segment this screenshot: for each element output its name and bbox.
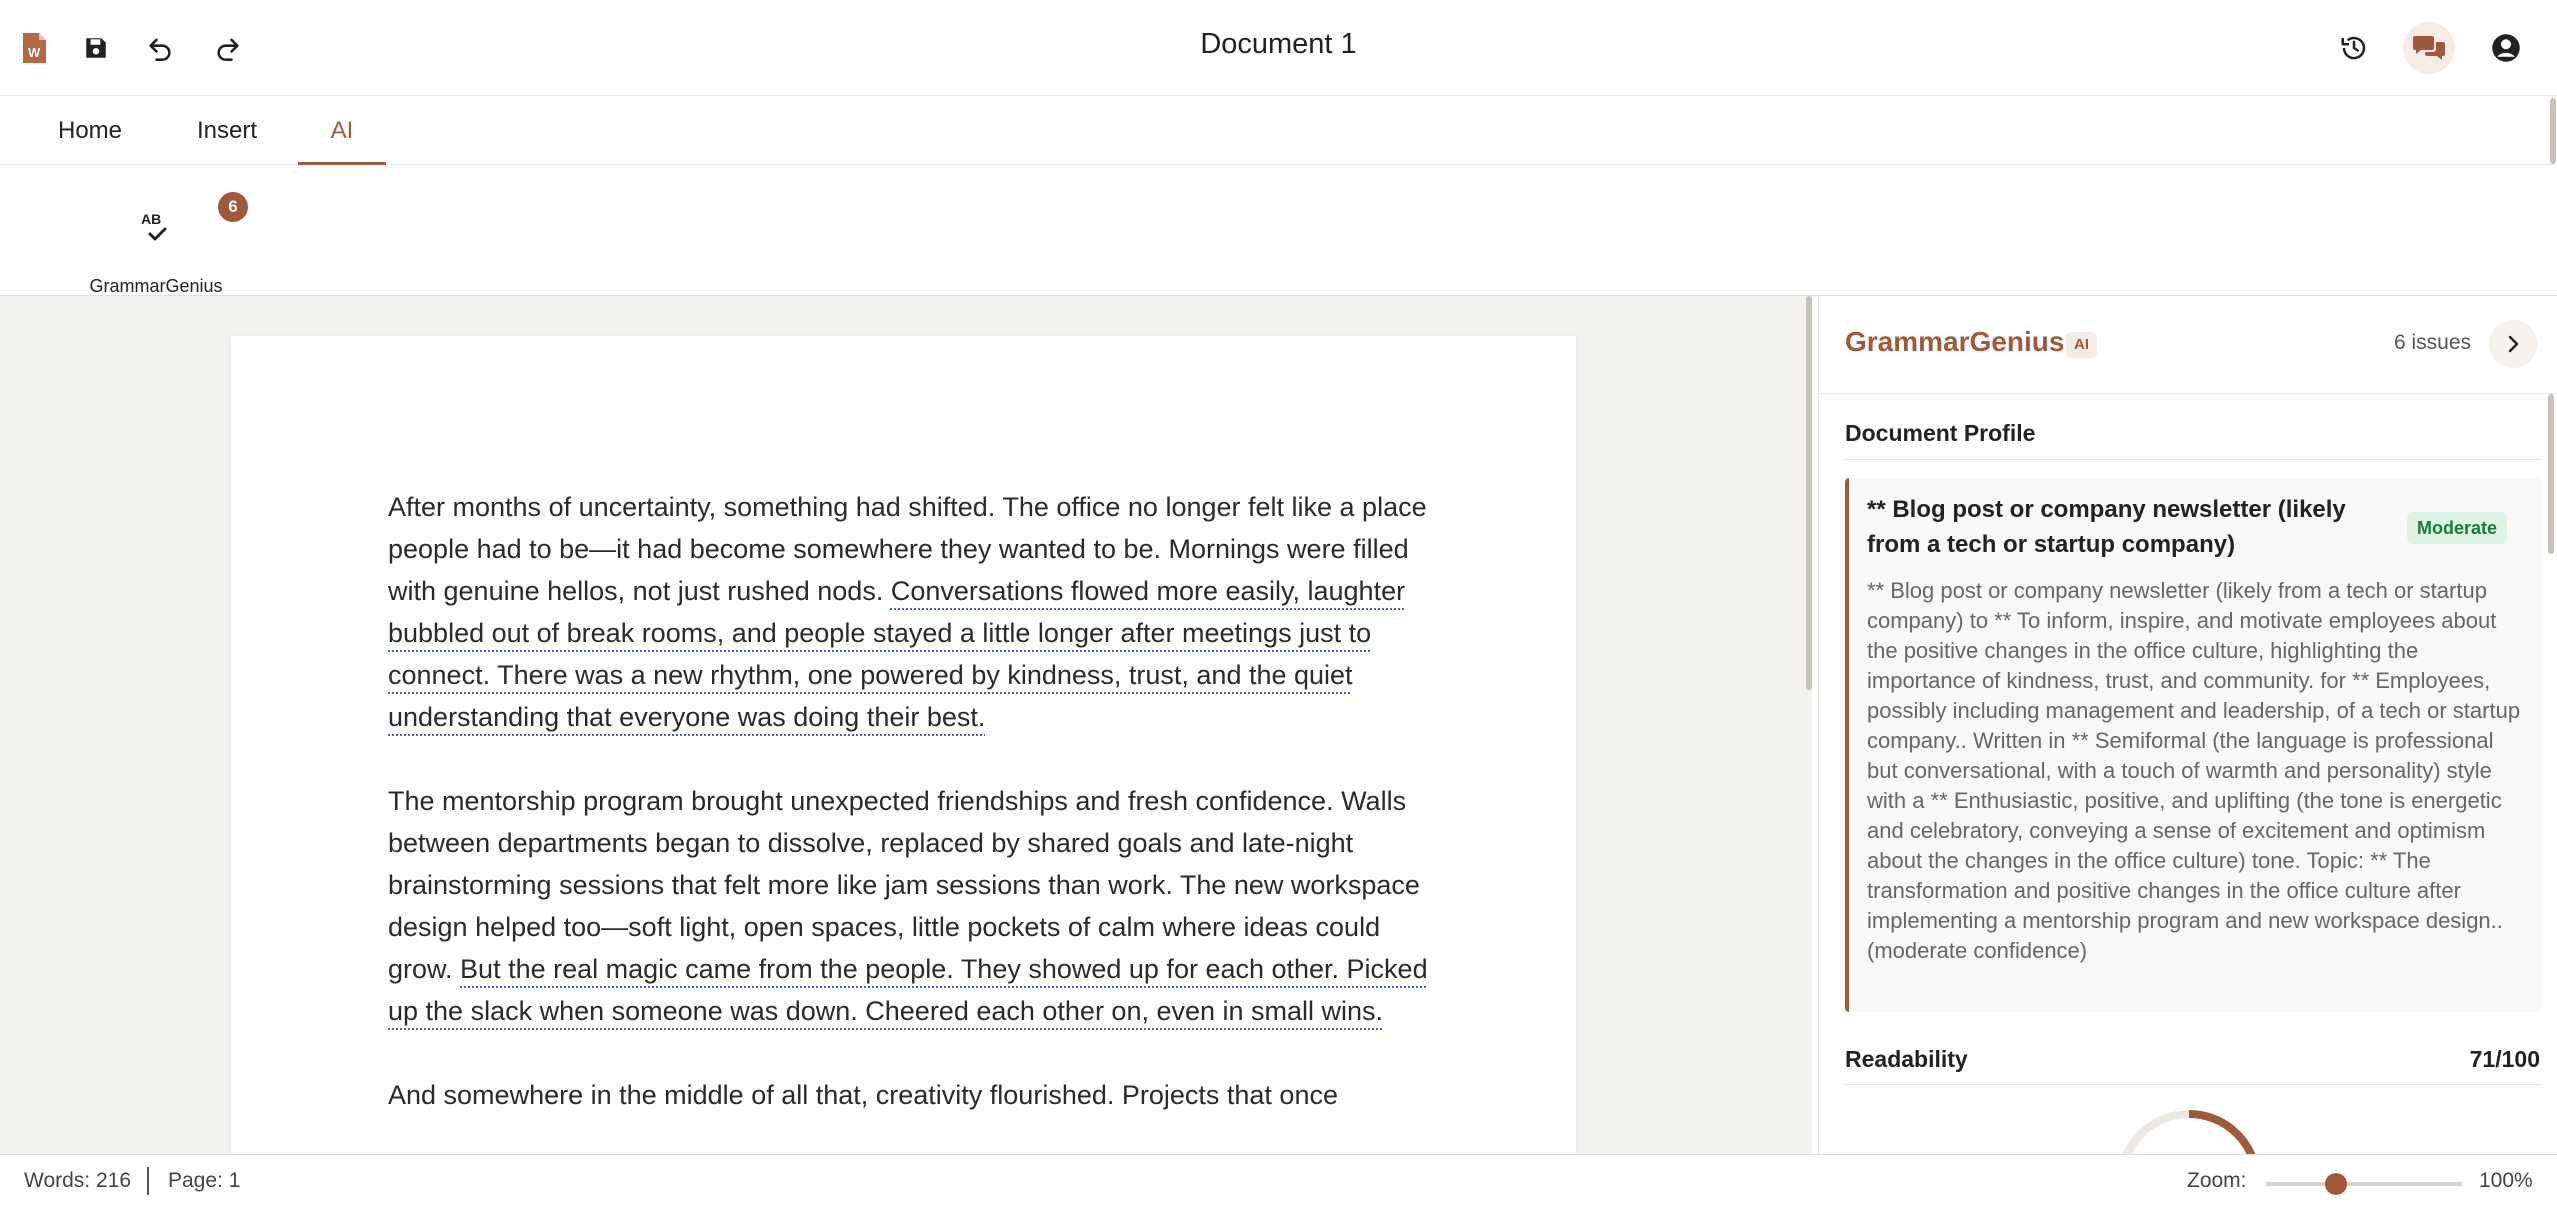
grammargenius-button[interactable] (76, 198, 236, 296)
comments-icon (2412, 33, 2446, 63)
readability-gauge (2109, 1102, 2269, 1154)
word-count: Words: 216 (24, 1169, 131, 1192)
account-button[interactable] (2480, 22, 2532, 74)
divider (1845, 459, 2541, 460)
document-profile-heading: Document Profile (1845, 420, 2036, 446)
history-icon (2339, 33, 2369, 63)
grammar-suggestion-span[interactable]: Conversations flowed more easily, laughter bubbled out of break rooms, and people stayed a little longer after meetings just to connect. There was a new rhythm, one powered by kindness, trust, and the quiet understanding that everyone was doing their best. (388, 576, 1406, 732)
document-title: Document 1 (1200, 28, 1357, 60)
status-bar (0, 1154, 2557, 1231)
document-profile-card (1845, 478, 2541, 1012)
readability-score: 71/100 (2469, 1046, 2540, 1072)
paragraph (388, 780, 1428, 1032)
svg-text:AB: AB (141, 211, 162, 227)
account-icon (2491, 33, 2521, 63)
readability-heading: Readability (1845, 1046, 1968, 1072)
page-number: Page: 1 (168, 1169, 241, 1192)
status-divider (147, 1167, 149, 1195)
ribbon (0, 166, 2557, 296)
panel-scrollbar[interactable] (2548, 394, 2554, 554)
grammargenius-label: GrammarGenius (89, 276, 223, 296)
document-page[interactable] (231, 336, 1576, 1154)
app-scrollbar[interactable] (2550, 98, 2556, 164)
comments-button[interactable] (2403, 22, 2455, 74)
divider (1845, 1084, 2541, 1085)
svg-text:W: W (28, 45, 41, 60)
zoom-label: Zoom: (2187, 1169, 2247, 1192)
paragraph-text: And somewhere in the middle of all that, creativity flourished. Projects that once (388, 1080, 1338, 1110)
tab-home[interactable]: Home (57, 117, 123, 144)
ribbon-tabs (0, 97, 2557, 165)
next-issue-button[interactable] (2489, 320, 2537, 368)
panel-header (1819, 296, 2557, 394)
tab-ai[interactable]: AI (298, 97, 386, 165)
spellcheck-icon (138, 208, 174, 248)
history-button[interactable] (2328, 22, 2380, 74)
paragraph-text: After months of uncertainty, something had shifted. The office no longer felt like a place people had to be—it had become somewhere they wanted to be. Mornings were filled with genuine hellos, not just rushed nods. (388, 492, 1427, 606)
grammargenius-panel (1818, 296, 2557, 1154)
title-bar (0, 0, 2557, 96)
tab-insert[interactable]: Insert (196, 117, 258, 144)
profile-description: ** Blog post or company newsletter (likely from a tech or startup company) to ** To inform, inspire, and motivate employees about the positive changes in the office culture, highlighting the importance of kindness, trust, and community. for ** Employees, possibly including management and leadership, of a tech or startup company.. Written in ** Semiformal (the language is professional but conversational, with a touch of warmth and personality) style with a ** Enthusiastic, positive, and uplifting (the tone is energetic and celebratory, conveying a sense of excitement and optimism about the changes in the office culture) tone. Topic: ** The transformation and positive changes in the office culture after implementing a mentorship program and new workspace design.. (moderate confidence) (1867, 578, 2521, 963)
paragraph-text: The mentorship program brought unexpected friendships and fresh confidence. Walls between departments began to dissolve, replaced by shared goals and late-night brainstorming sessions that felt more like jam sessions than work. The new workspace design helped too—soft light, open spaces, little pockets of calm where ideas could grow. (388, 786, 1420, 984)
zoom-slider-thumb[interactable] (2325, 1173, 2347, 1195)
document-body[interactable] (388, 486, 1428, 1154)
grammar-suggestion-span[interactable]: But the real magic came from the people. They showed up for each other. Picked up the slack when someone was down. Cheered each other on, even in small wins. (388, 954, 1428, 1026)
zoom-value: 100% (2479, 1169, 2533, 1192)
confidence-badge: Moderate (2407, 512, 2507, 544)
issues-count: 6 issues (2394, 331, 2472, 354)
paragraph (388, 486, 1428, 738)
paragraph (388, 1074, 1428, 1116)
document-workspace (0, 296, 1812, 1154)
profile-heading: ** Blog post or company newsletter (likely from a tech or startup company) (1867, 496, 2346, 558)
workspace-scrollbar[interactable] (1806, 296, 1812, 690)
ai-chip: AI (2066, 332, 2097, 358)
issue-count-badge: 6 (218, 192, 248, 222)
zoom-slider[interactable] (2266, 1182, 2462, 1186)
panel-title: GrammarGenius (1845, 326, 2065, 357)
chevron-right-icon (2503, 334, 2523, 354)
